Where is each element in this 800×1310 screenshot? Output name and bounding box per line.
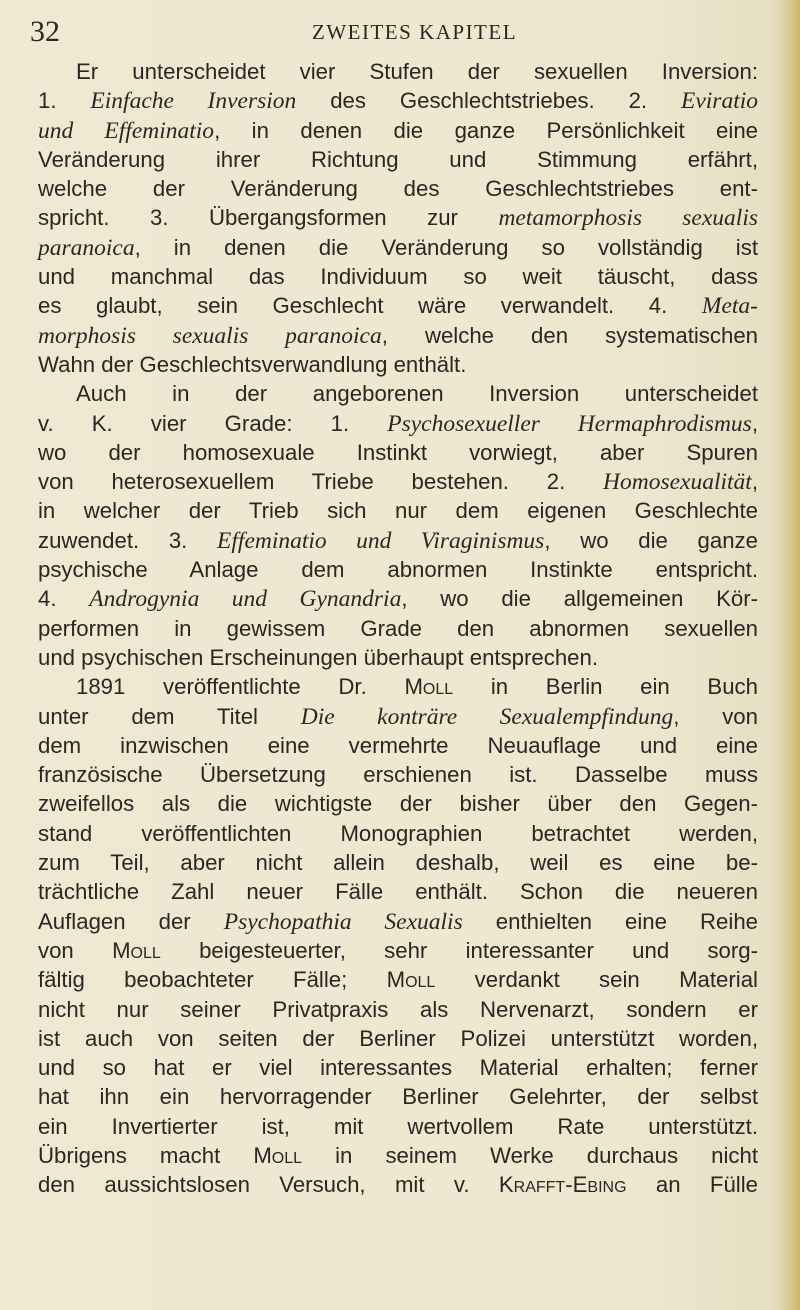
text-line: [38, 995, 758, 1024]
running-head: ZWEITES KAPITEL: [312, 20, 518, 44]
text-segment: performen in gewissem Grade den abnormen sexuellen: [38, 615, 758, 641]
text-segment: 1891 veröffentlichte Dr.: [76, 674, 405, 700]
text-segment: Auch in der angeborenen Inversion unterscheidet: [76, 381, 758, 407]
small-caps-name: Moll: [253, 1142, 303, 1168]
text-segment: enthielten eine Reihe: [462, 908, 758, 934]
text-segment: von: [38, 937, 113, 963]
text-line: [38, 350, 758, 379]
page-number: 32: [30, 15, 60, 48]
italic-text: metamorphosis sexualis: [498, 205, 758, 232]
text-segment: und manchmal das Individuum so weit täuscht, dass: [38, 264, 758, 290]
text-line: [38, 936, 758, 965]
text-line: [38, 907, 758, 936]
text-segment: verdankt sein Material: [435, 967, 758, 993]
text-line: [38, 1112, 758, 1141]
small-caps-name: Krafft-Ebing: [498, 1172, 627, 1198]
text-segment: 4.: [38, 586, 90, 612]
italic-text: Effeminatio und Viraginismus: [217, 527, 545, 554]
text-line: [38, 789, 758, 818]
text-segment: welche der Veränderung des Geschlechtstriebes ent-: [38, 176, 758, 202]
text-segment: hat ihn ein hervorragender Berliner Gelehrter, der selbst: [38, 1084, 758, 1110]
text-segment: , wo die ganze: [544, 527, 758, 553]
text-line: [38, 438, 758, 467]
text-segment: trächtliche Zahl neuer Fälle enthält. Schon die neueren: [38, 879, 758, 905]
text-line: [38, 145, 758, 174]
text-segment: zuwendet. 3.: [38, 527, 218, 553]
italic-text: paranoica: [38, 234, 135, 261]
text-line: [38, 848, 758, 877]
text-line: [38, 760, 758, 789]
text-line: [38, 203, 758, 232]
text-line: [38, 555, 758, 584]
text-line: [38, 57, 758, 86]
text-segment: französische Übersetzung erschienen ist. Dasselbe muss: [38, 762, 758, 788]
italic-text: Psychopathia Sexualis: [223, 908, 463, 935]
text-line: [38, 702, 758, 731]
text-line: [38, 526, 758, 555]
text-line: [38, 731, 758, 760]
small-caps-name: Moll: [112, 937, 161, 963]
text-line: [38, 614, 758, 643]
text-segment: es glaubt, sein Geschlecht wäre verwandelt. 4.: [38, 293, 702, 319]
italic-text: Eviratio: [680, 88, 759, 115]
page-header: [30, 6, 760, 46]
text-segment: in Berlin ein Buch: [453, 674, 758, 700]
text-segment: fältig beobachteter Fälle;: [38, 967, 387, 993]
italic-text: Psychosexueller Hermaphrodismus: [387, 410, 752, 437]
text-line: [38, 496, 758, 525]
text-segment: in seinem Werke durchaus nicht: [302, 1142, 758, 1168]
text-line: [38, 262, 758, 291]
text-line: [38, 86, 758, 115]
text-segment: und psychischen Erscheinungen überhaupt entsprechen.: [38, 644, 599, 670]
text-segment: des Geschlechtstriebes. 2.: [296, 88, 681, 114]
text-line: [38, 174, 758, 203]
italic-text: Androgynia und Gynandria: [89, 586, 402, 613]
text-segment: von heterosexuellem Triebe bestehen. 2.: [38, 469, 603, 495]
text-line: [38, 1024, 758, 1053]
text-line: [38, 116, 758, 145]
italic-text: morphosis sexualis paranoica: [38, 322, 382, 349]
text-line: [38, 321, 758, 350]
italic-text: Homosexualität: [603, 469, 752, 496]
text-segment: dem inzwischen eine vermehrte Neuauflage und eine: [38, 732, 758, 758]
text-line: [38, 1170, 758, 1199]
italic-text: Die konträre Sexualempfindung: [300, 703, 674, 730]
text-segment: psychische Anlage dem abnormen Instinkte entspricht.: [38, 557, 758, 583]
text-line: [38, 965, 758, 994]
text-segment: in welcher der Trieb sich nur dem eigenen Geschlechte: [38, 498, 758, 524]
text-segment: , wo die allgemeinen Kör-: [401, 586, 758, 612]
text-segment: Übrigens macht: [38, 1142, 254, 1168]
text-segment: , welche den systematischen: [381, 322, 759, 348]
italic-text: Einfache Inversion: [90, 88, 297, 115]
text-segment: Er unterscheidet vier Stufen der sexuellen Inversion:: [76, 59, 758, 84]
text-segment: 1.: [38, 88, 91, 114]
text-line: [38, 379, 758, 408]
text-segment: zweifellos als die wichtigste der bisher über den Gegen-: [38, 791, 758, 817]
text-segment: Wahn der Geschlechtsverwandlung enthält.: [38, 351, 467, 377]
italic-text: und Effeminatio: [38, 117, 215, 144]
text-line: [38, 1141, 758, 1170]
text-segment: wo der homosexuale Instinkt vorwiegt, aber Spuren: [38, 439, 758, 465]
text-segment: , in denen die Veränderung so vollständig ist: [134, 234, 758, 260]
text-segment: nicht nur seiner Privatpraxis als Nervenarzt, sondern er: [38, 996, 758, 1022]
text-segment: an Fülle: [626, 1172, 758, 1198]
text-segment: den aussichtslosen Versuch, mit v.: [38, 1172, 499, 1198]
text-line: [38, 877, 758, 906]
text-segment: v. K. vier Grade: 1.: [38, 410, 388, 436]
text-line: [38, 819, 758, 848]
text-segment: , in denen die ganze Persönlichkeit eine: [214, 117, 758, 143]
text-line: [38, 672, 758, 701]
text-line: [38, 643, 758, 672]
text-segment: ist auch von seiten der Berliner Polizei unterstützt worden,: [38, 1025, 758, 1051]
text-segment: und so hat er viel interessantes Material erhalten; ferner: [38, 1055, 758, 1081]
text-segment: zum Teil, aber nicht allein deshalb, weil es eine be-: [38, 850, 758, 876]
italic-text: Meta-: [701, 293, 758, 320]
text-line: [38, 233, 758, 262]
page-edge: [778, 0, 800, 1310]
body-text: [38, 57, 758, 1200]
text-segment: ,: [751, 410, 758, 436]
text-segment: beigesteuerter, sehr interessanter und sorg-: [160, 937, 758, 963]
text-segment: unter dem Titel: [38, 703, 301, 729]
text-segment: Veränderung ihrer Richtung und Stimmung erfährt,: [38, 146, 758, 172]
text-line: [38, 1053, 758, 1082]
text-segment: spricht. 3. Übergangsformen zur: [38, 205, 499, 231]
text-segment: , von: [673, 703, 758, 729]
text-line: [38, 584, 758, 613]
text-line: [38, 1082, 758, 1111]
text-line: [38, 409, 758, 438]
text-segment: ein Invertierter ist, mit wertvollem Rate unterstützt.: [38, 1113, 758, 1139]
text-line: [38, 467, 758, 496]
small-caps-name: Moll: [404, 674, 454, 700]
text-segment: Auflagen der: [38, 908, 224, 934]
text-segment: stand veröffentlichten Monographien betrachtet werden,: [38, 820, 758, 846]
text-segment: ,: [751, 469, 758, 495]
small-caps-name: Moll: [386, 967, 436, 993]
text-line: [38, 291, 758, 320]
